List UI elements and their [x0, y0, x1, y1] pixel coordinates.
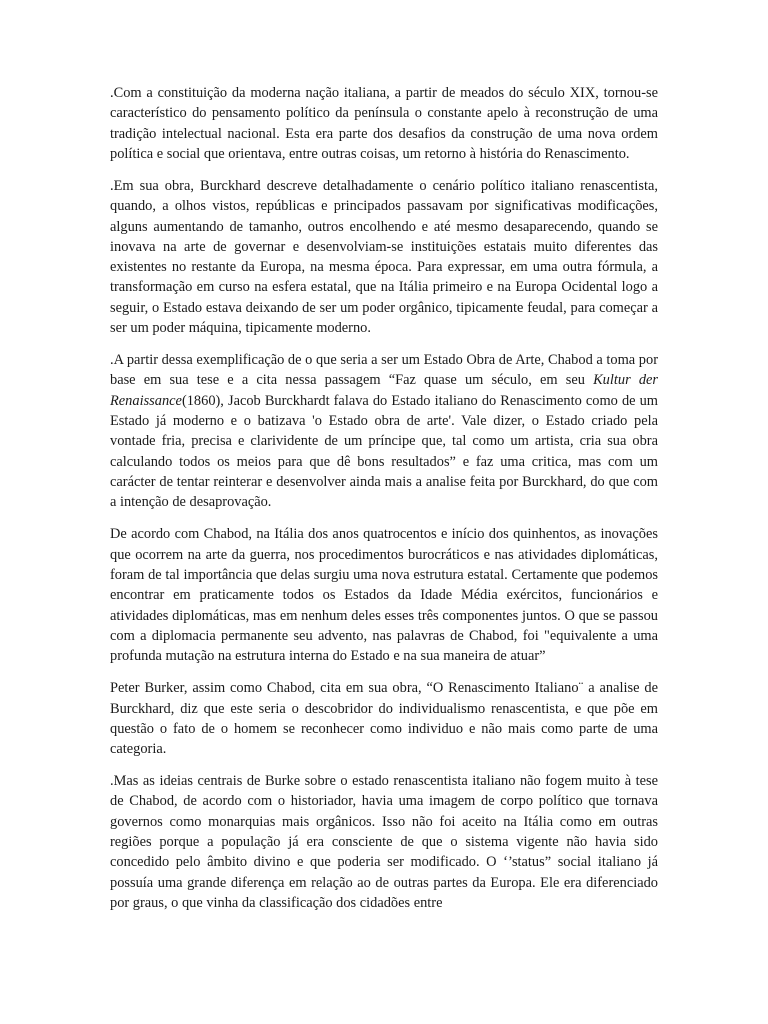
- book-title-italic: Kultur der Renaissance: [110, 372, 658, 409]
- paragraph-2: [110, 176, 658, 338]
- paragraph-1: [110, 83, 658, 164]
- paragraph-4: [110, 524, 658, 666]
- paragraph-4-text: De acordo com Chabod, na Itália dos anos quatrocentos e início dos quinhentos, as inovações que ocorrem na arte da guerra, nos procedimentos burocráticos e nas atividades diplomáticas, foram de tal importância que delas surgiu uma nova estrutura estatal. Certamente que podemos encontrar em praticamente todos os Estados da Idade Média exércitos, funcionários e atividades diplomáticas, mas em nenhum deles esses três componentes juntos. O que se passou com a diplomacia permanente seu advento, nas palavras de Chabod, foi "equivalente a uma profunda mutação na estrutura interna do Estado e na sua maneira de atuar”: [110, 526, 658, 665]
- paragraph-5: [110, 678, 658, 759]
- paragraph-5-text: Peter Burker, assim como Chabod, cita em sua obra, “O Renascimento Italiano¨ a analise de Burckhard, diz que este seria o descobridor do individualismo renascentista, e que põe em questão o fato de o homem se reconhecer como individuo e não mais como parte de uma categoria.: [110, 680, 658, 758]
- paragraph-3: [110, 350, 658, 512]
- document-page: [110, 83, 658, 925]
- paragraph-6: [110, 771, 658, 913]
- paragraph-1-text: .Com a constituição da moderna nação italiana, a partir de meados do século XIX, tornou-se característico do pensamento político da península o constante apelo à reconstrução de uma tradição intelectual nacional. Esta era parte dos desafios da construção de uma nova ordem política e social que orientava, entre outras coisas, um retorno à história do Renascimento.: [110, 85, 658, 162]
- paragraph-3-text-start: .A partir dessa exemplificação de o que seria a ser um Estado Obra de Arte, Chabod a toma por base em sua tese e a cita nessa passagem “Faz quase um século, em seu: [110, 352, 658, 389]
- paragraph-2-text: .Em sua obra, Burckhard descreve detalhadamente o cenário político italiano renascentista, quando, a olhos vistos, repúblicas e principados passavam por significativas modificações, alguns aumentando de tamanho, outros encolhendo e até mesmo desaparecendo, quando se inovava na arte de governar e desenvolviam-se instituições estatais muito diferentes das existentes no restante da Europa, na mesma época. Para expressar, em uma outra fórmula, a transformação em curso na esfera estatal, que na Itália primeiro e na Europa Ocidental logo a seguir, o Estado estava deixando de ser um poder orgânico, tipicamente feudal, para começar a ser um poder máquina, tipicamente moderno.: [110, 177, 658, 337]
- paragraph-6-text: .Mas as ideias centrais de Burke sobre o estado renascentista italiano não fogem muito à tese de Chabod, de acordo com o historiador, havia uma imagem de corpo político que tornava governos como monarquias mais orgânicos. Isso não foi aceito na Itália como em outras regiões porque a população já era consciente de que o sistema vigente não havia sido concedido pelo âmbito divino e que poderia ser modificado. O ‘’status” social italiano já possuía uma grande diferença em relação ao de outras partes da Europa. Ele era diferenciado por graus, o que vinha da classificação dos cidadões entre: [110, 773, 658, 911]
- paragraph-3-text-end: (1860), Jacob Burckhardt falava do Estado italiano do Renascimento como de um Estado já moderno e o batizava 'o Estado obra de arte'. Vale dizer, o Estado criado pela vontade fria, precisa e clarividente de um príncipe que, tal como um artista, cria sua obra calculando todos os meios para que dê bons resultados” e faz uma critica, mas com um carácter de tentar reinterar e desenvolver ainda mais a analise feita por Burckhard, do que com a intenção de desaprovação.: [110, 392, 658, 511]
